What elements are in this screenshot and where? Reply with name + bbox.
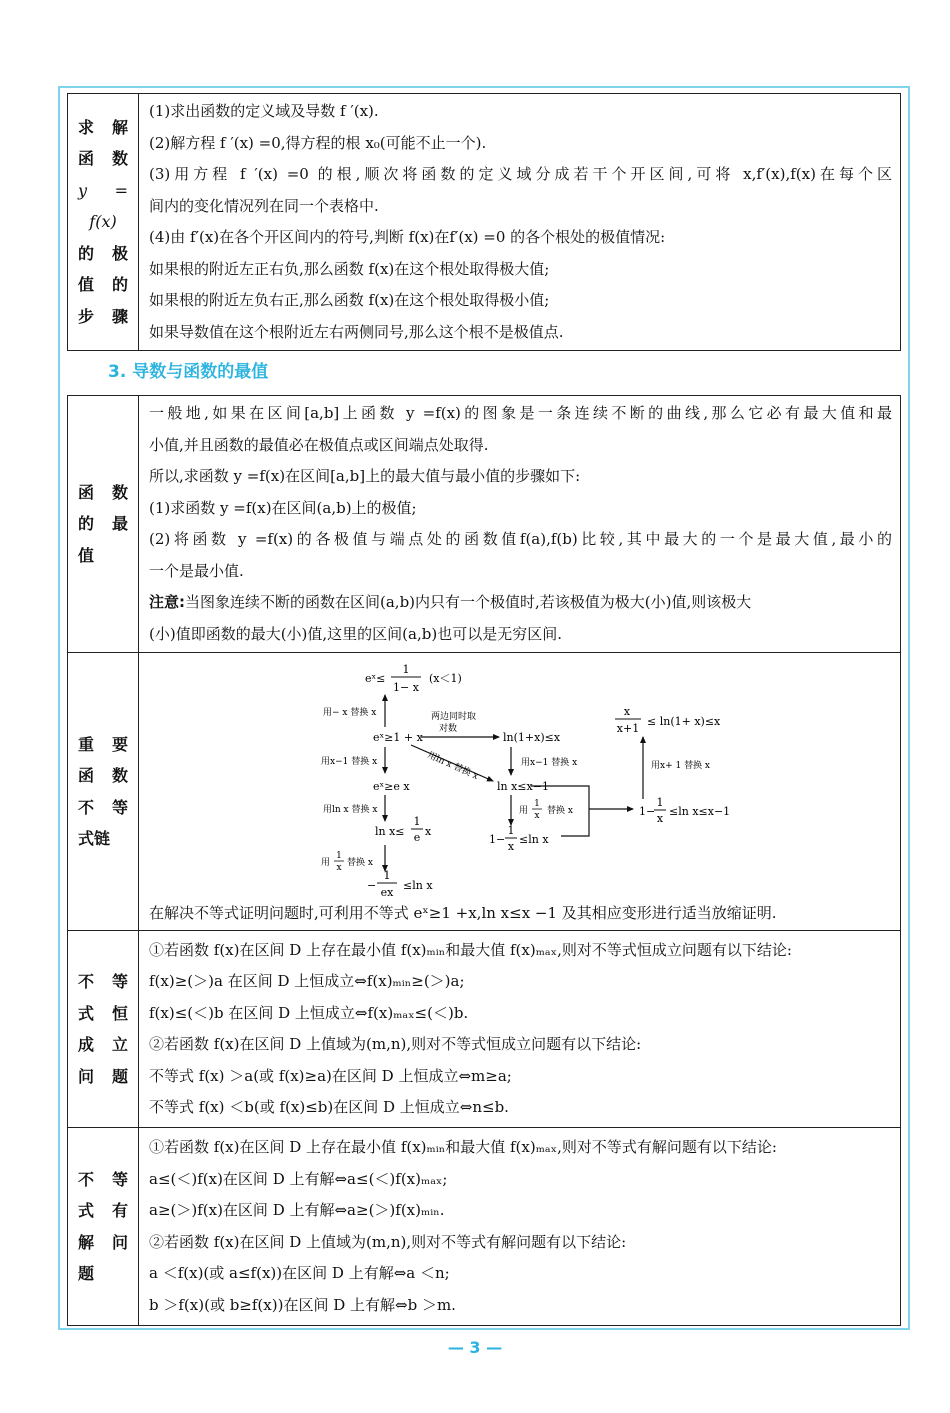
frac-den: e	[413, 831, 421, 844]
one-minus-1x-num: 1	[507, 824, 515, 837]
neg-1ex-a: −	[367, 879, 377, 892]
right-bottom-num: 1	[656, 796, 664, 809]
lbl-1overx-a: 用	[321, 858, 331, 868]
label-lnx-diag: 用ln x 替换 x	[425, 750, 480, 782]
lbl-1overx-num: 1	[336, 851, 342, 861]
text-line: 不等式 f(x) ＜b(或 f(x)≤b)在区间 D 上恒成立⇔n≤b.	[149, 1098, 509, 1116]
right-bottom-b: ≤ln x≤x−1	[669, 805, 731, 818]
lnx-le-xm1: ln x≤x−1	[497, 780, 549, 793]
label-line: 求 解	[78, 117, 128, 137]
lnx-le-a: ln x≤	[375, 825, 405, 838]
always-holds-content	[139, 931, 901, 1128]
right-bottom-den: x	[656, 812, 664, 825]
label-line: 函 数	[78, 482, 128, 502]
text-line: 如果导数值在这个根附近左右两侧同号,那么这个根不是极值点.	[149, 322, 564, 341]
right-bottom-a: 1−	[639, 805, 656, 818]
label-line: f(x)	[89, 212, 117, 232]
label-line: 不 等	[78, 972, 128, 991]
neg-1ex-den: ex	[380, 886, 394, 899]
section-title: 3. 导数与函数的最值	[108, 362, 269, 382]
label-line: 的 极	[78, 243, 128, 263]
ln1px: ln(1+x)≤x	[503, 731, 561, 744]
top-cond: (x＜1)	[429, 672, 462, 685]
right-top-den: x+1	[616, 722, 640, 735]
text-line: b ＞f(x)(或 b≥f(x))在区间 D 上有解⇔b ＞m.	[149, 1295, 456, 1314]
both-log-1: 两边同时取	[431, 712, 477, 722]
label-lnx: 用ln x 替换 x	[323, 805, 378, 815]
one-minus-1x-a: 1−	[489, 833, 506, 846]
right-top-num: x	[623, 705, 631, 718]
extremum-steps-table	[67, 93, 901, 351]
neg-1ex-b: ≤ln x	[403, 879, 433, 892]
label-line: 步骤	[78, 306, 128, 326]
text-line: (1)求函数 y =f(x)在区间(a,b)上的极值;	[149, 498, 417, 517]
label-line: y =	[78, 180, 128, 200]
text-line: a≥(＞)f(x)在区间 D 上有解⇔a≥(＞)f(x)ₘᵢₙ.	[149, 1201, 445, 1219]
note-line: (小)值即函数的最大(小)值,这里的区间(a,b)也可以是无穷区间.	[149, 624, 562, 643]
top-num: 1	[402, 663, 410, 676]
max-min-label	[68, 396, 139, 653]
label-line: 成 立	[78, 1035, 128, 1054]
text-line: a ＜f(x)(或 a≤f(x))在区间 D 上有解⇔a ＜n;	[149, 1264, 450, 1282]
lbl-1overx-b: 替换 x	[347, 858, 373, 868]
text-line: 一般地,如果在区间[a,b]上函数 y =f(x)的图象是一条连续不断的曲线,那么它必有最大值和最	[149, 404, 892, 422]
label-xp1: 用x+ 1 替换 x	[651, 761, 711, 771]
one-minus-1x-b: ≤ln x	[519, 833, 549, 846]
lbl-1overx2-den: x	[534, 811, 540, 821]
text-line: (3)用方程 f ′(x) =0 的根,顺次将函数的定义域分成若干个开区间,可将 x,f′(x),f(x)在每个区	[149, 165, 892, 183]
ex-ge-ex: eˣ≥e x	[373, 780, 410, 793]
text-line: 如果根的附近左负右正,那么函数 f(x)在这个根处取得极小值;	[149, 291, 550, 309]
label-line: 不 等	[78, 797, 128, 817]
max-min-content	[139, 396, 901, 653]
summary-line: 在解决不等式证明问题时,可利用不等式 eˣ≥1 +x,ln x≤x −1 及其相应变形进行适当放缩证明.	[149, 904, 777, 922]
label-xm1-a: 用x−1 替换 x	[521, 758, 578, 768]
text-line: (2)将函数 y =f(x)的各极值与端点处的函数值f(a),f(b)比较,其中最大的一个是最大值,最小的	[149, 530, 892, 548]
label-line: 函 数	[78, 766, 128, 785]
right-top-b: ≤ ln(1+ x)≤x	[647, 715, 721, 728]
label-line: 式 恒	[78, 1003, 128, 1023]
text-line: f(x)≤(＜)b 在区间 D 上恒成立⇔f(x)ₘₐₓ≤(＜)b.	[149, 1003, 469, 1022]
lnx-le-b: x	[425, 825, 432, 838]
text-line: ②若函数 f(x)在区间 D 上值域为(m,n),则对不等式恒成立问题有以下结论:	[149, 1035, 642, 1053]
always-holds-label	[68, 931, 139, 1128]
label-line: 式 有	[78, 1201, 128, 1220]
top-den: 1− x	[393, 681, 419, 694]
label-xm1-b: 用x−1 替换 x	[321, 757, 378, 767]
has-solution-content	[139, 1128, 901, 1326]
label-line: 值 的	[78, 275, 128, 295]
label-neg-x: 用− x 替换 x	[323, 708, 377, 718]
inequality-chain-content	[139, 653, 901, 931]
extremum-steps-label	[68, 94, 139, 351]
label-line: 不 等	[78, 1169, 128, 1189]
lbl-1overx-den: x	[336, 863, 342, 873]
label-line: 问题	[78, 1066, 128, 1086]
one-minus-1x-den: x	[507, 840, 515, 853]
lbl-1overx2-num: 1	[534, 799, 540, 809]
neg-1ex-num: 1	[383, 869, 391, 882]
note-label: 注意:	[149, 593, 185, 611]
text-line: ①若函数 f(x)在区间 D 上存在最小值 f(x)ₘᵢₙ和最大值 f(x)ₘₐₓ,则对不等式有解问题有以下结论:	[149, 1138, 777, 1156]
both-log-2: 对数	[439, 724, 458, 734]
note-text: 当图象连续不断的函数在区间(a,b)内只有一个极值时,若该极值为极大(小)值,则该极大	[185, 593, 752, 611]
lbl-1overx2-a: 用	[519, 806, 529, 816]
text-line: a≤(＜)f(x)在区间 D 上有解⇔a≤(＜)f(x)ₘₐₓ;	[149, 1169, 448, 1188]
label-line: 解 问	[78, 1232, 128, 1252]
frac-num: 1	[413, 815, 421, 828]
text-line: ②若函数 f(x)在区间 D 上值域为(m,n),则对不等式有解问题有以下结论:	[149, 1232, 627, 1251]
label-line: 值	[78, 545, 95, 565]
label-line: 题	[78, 1264, 95, 1283]
text-line: f(x)≥(＞)a 在区间 D 上恒成立⇔f(x)ₘᵢₙ≥(＞)a;	[149, 972, 465, 990]
text-line: 一个是最小值.	[149, 561, 244, 580]
text-line: (2)解方程 f ′(x) =0,得方程的根 x₀(可能不止一个).	[149, 133, 487, 152]
max-min-table	[67, 395, 901, 1326]
text-line: ①若函数 f(x)在区间 D 上存在最小值 f(x)ₘᵢₙ和最大值 f(x)ₘₐₓ,则对不等式恒成立问题有以下结论:	[149, 940, 792, 959]
label-line: 重 要	[78, 734, 128, 754]
has-solution-label	[68, 1128, 139, 1326]
text-line: (4)由 f′(x)在各个开区间内的符号,判断 f(x)在f′(x) =0 的各个根处的极值情况:	[149, 228, 666, 246]
text-line: 间内的变化情况列在同一个表格中.	[149, 196, 379, 215]
text-line: 如果根的附近左正右负,那么函数 f(x)在这个根处取得极大值;	[149, 259, 550, 278]
text-line: 小值,并且函数的最值必在极值点或区间端点处取得.	[149, 435, 489, 454]
page-number: — 3 —	[447, 1338, 503, 1357]
inequality-chain-label	[68, 653, 139, 931]
center-ineq: eˣ≥1 + x	[373, 731, 423, 744]
label-line: 的 最	[78, 514, 128, 534]
inequality-chain-diagram	[149, 653, 909, 899]
top-lhs: eˣ≤	[365, 672, 386, 685]
text-line: 所以,求函数 y =f(x)在区间[a,b]上的最大值与最小值的步骤如下:	[149, 467, 581, 485]
note-line	[149, 587, 892, 619]
text-line: (1)求出函数的定义域及导数 f ′(x).	[149, 102, 379, 120]
extremum-steps-content	[139, 94, 901, 351]
label-line: 式链	[78, 829, 111, 848]
lbl-1overx2-b: 替换 x	[547, 806, 573, 816]
text-line: 不等式 f(x) ＞a(或 f(x)≥a)在区间 D 上恒成立⇔m≥a;	[149, 1066, 512, 1085]
label-line: 函 数	[78, 149, 128, 169]
